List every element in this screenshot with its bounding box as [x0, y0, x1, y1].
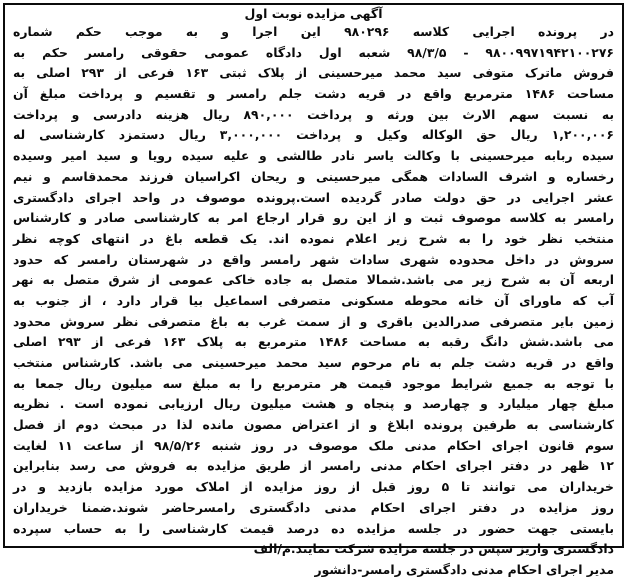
- notice-body-line: مبلغ چهار میلیارد و چهارصد و پنجاه و هشت میلیون ریال ارزیابی نموده است . نظریه: [13, 396, 614, 412]
- notice-body-line: رامسر به کلاسه موصوف ثبت و از این رو قرار ارجاع امر به کارشناسی صادر و کارشناس: [13, 210, 614, 226]
- legal-notice: [3, 3, 624, 577]
- notice-body-line: عشر اجرایی در حق دولت صادر گردیده است.پرونده موصوف در واحد اجرای دادگستری: [13, 189, 614, 205]
- notice-body-line: اربعه آن به شرح زیر می باشد.شمالا متصل به جاده خاکی عمومی از شرق متصل به نهر: [13, 272, 614, 288]
- notice-body-line: بایستی جهت حضور در جلسه مزایده ده درصد قیمت کارشناسی را به حساب سپرده: [13, 520, 614, 536]
- notice-body-line: در پرونده اجرایی کلاسه ۹۸۰۲۹۶ این اجرا و به موجب حکم شماره: [13, 24, 614, 39]
- notice-body-line: ۱,۲۰۰,۰۰۶ ریال حق الوکاله وکیل و پرداخت ۳,۰۰۰,۰۰۰ ریال دستمزد کارشناسی له: [13, 127, 614, 143]
- notice-body-line: ۱۲ ظهر در دفتر اجرای احکام مدنی رامسر از طریق مزایده به فروش می رسد بنابراین: [13, 458, 614, 474]
- notice-body-line: به نسبت سهم الارث بین ورثه و پرداخت ۸۹۰,۰۰۰ ریال هزینه دادرسی و پرداخت: [13, 106, 614, 122]
- notice-body: [5, 22, 622, 560]
- notice-body-line: فروش ماترک متوفی سید محمد میرحسینی از پلاک ثبتی ۱۶۳ فرعی از ۲۹۳ اصلی به: [13, 65, 614, 81]
- notice-body-line: آب که ماورای آن خانه محوطه مسکونی متصرفی اسماعیل بیا قرار دارد ، از جنوب به: [13, 292, 614, 308]
- notice-body-line: ۹۸۰۰۹۹۷۱۹۴۲۱۰۰۲۷۶ - ۹۸/۳/۵ شعبه اول دادگاه عمومی حقوقی رامسر حکم به: [13, 44, 614, 60]
- notice-body-line: سوم قانون اجرای احکام مدنی ملک موصوف در روز شنبه ۹۸/۵/۲۶ از ساعت ۱۱ لغایت: [13, 437, 614, 453]
- notice-title: آگهی مزایده نوبت اول: [244, 6, 383, 21]
- notice-body-line: مساحت ۱۴۸۶ مترمربع واقع در قریه دشت جلم رامسر و تقسیم و پرداخت مبلغ آن: [13, 86, 614, 102]
- notice-body-line: روز مزایده در دفتر اجرای احکام مدنی دادگستری رامسرحاضر شوند.ضمنا خریداران: [13, 499, 614, 515]
- notice-body-line: رخساره و اشرف السادات همگی میرحسینی و ریحان اکراسیان فرزند محمدقاسم و نیم: [13, 168, 614, 184]
- notice-body-line: دادگستری واریز سپس در جلسه مزایده شرکت نمایند.م/الف: [253, 541, 614, 557]
- notice-body-line: واقع در قریه دشت جلم به نام مرحوم سید محمد میرحسینی می باشد. کارشناس منتخب: [13, 355, 614, 370]
- notice-body-line: با توجه به جمیع شرایط موجود قیمت هر مترمربع را به مبلغ سه میلیون ریال جمعا به: [13, 375, 614, 391]
- notice-body-line: می باشد.شش دانگ رقبه به مساحت ۱۴۸۶ مترمربع به پلاک ۱۶۳ فرعی از ۲۹۳ اصلی: [13, 334, 614, 350]
- notice-body-line: کارشناسی به طرفین پرونده ابلاغ و از اعتراض مصون مانده لذا در مبحث دوم از فصل: [13, 417, 614, 433]
- notice-body-line: زمین بایر متصرفی صدرالدین باقری و از سمت غرب به باغ متصرفی نظر سروش محدود: [13, 313, 614, 329]
- notice-body-line: خریداران می توانند تا ۵ روز قبل از روز مزایده از املاک مورد مزایده بازدید و در: [13, 479, 614, 495]
- notice-body-line: سروش در داخل محدوده شهری سادات شهر رامسر واقع در شهرستان رامسر که حدود: [13, 251, 614, 267]
- notice-body-line: منتخب نظر خود را به شرح زیر اعلام نموده اند. یک قطعه باغ در انتهای کوچه نظر: [13, 230, 614, 246]
- notice-signature: مدیر اجرای احکام مدنی دادگستری رامسر-دانشور: [314, 561, 614, 577]
- notice-body-line: سیده ربابه میرحسینی با وکالت یاسر نادر طالشی و علیه سیده رویا و سید امیر وسیده: [13, 148, 614, 164]
